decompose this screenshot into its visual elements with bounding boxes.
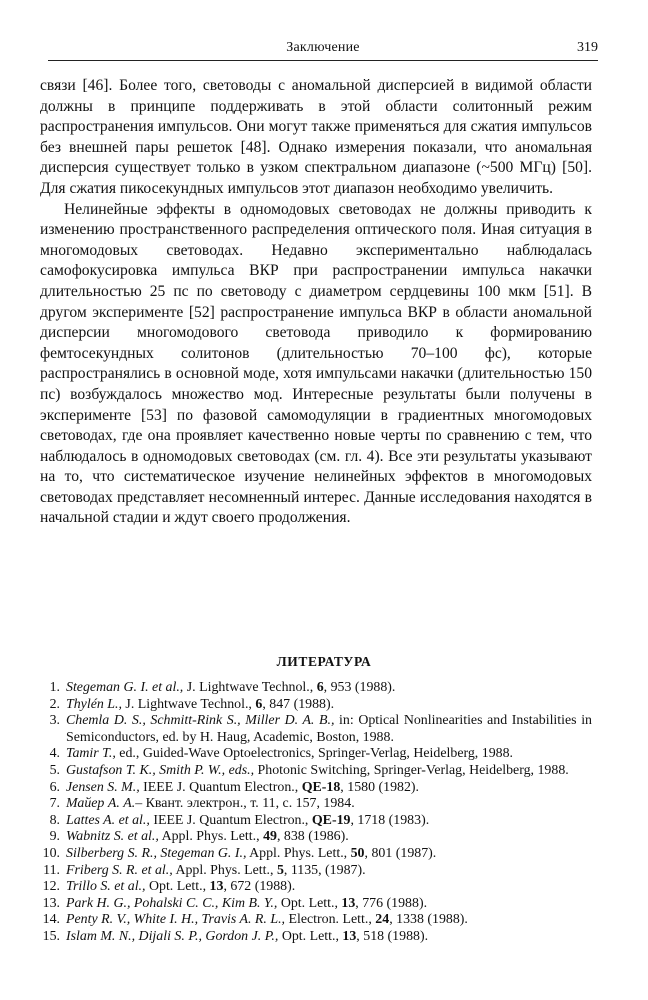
reference-authors: Friberg S. R. et al., (66, 862, 173, 878)
reference-item (40, 863, 592, 880)
reference-volume: QE-18 (301, 779, 341, 795)
reference-volume: 6 (255, 696, 263, 712)
reference-item (40, 879, 592, 896)
reference-volume: QE-19 (311, 812, 351, 828)
reference-source: IEEE J. Quantum Electron., (149, 812, 312, 828)
reference-source: in: Optical Nonlinearities and Instabilities in Semiconductors, ed. by H. Haug, Academic, Boston, 1988. (66, 713, 592, 745)
reference-source: IEEE J. Quantum Electron., (139, 779, 302, 795)
reference-authors: Chemla D. S., Schmitt-Rink S., Miller D. A. B., (66, 713, 335, 729)
reference-pages: , 847 (1988). (262, 696, 335, 712)
reference-number: 12. (42, 879, 60, 895)
reference-source: Appl. Phys. Lett., (172, 862, 277, 878)
reference-volume: 49 (263, 829, 277, 845)
reference-number: 4. (49, 746, 60, 762)
reference-item (40, 896, 592, 913)
reference-source: J. Lightwave Technol., (183, 680, 317, 695)
reference-authors: Gustafson T. K., Smith P. W., eds., (66, 762, 255, 778)
reference-authors: Майер А. А. (66, 796, 136, 812)
reference-authors: Tamir T., (66, 746, 116, 762)
reference-pages: , 801 (1987). (364, 845, 437, 861)
reference-authors: Islam M. N., Dijali S. P., Gordon J. P., (66, 928, 279, 944)
reference-number: 9. (49, 829, 60, 845)
reference-item (40, 713, 592, 746)
reference-item (40, 912, 592, 929)
reference-source: – Квант. электрон., т. 11, с. 157, 1984. (135, 796, 355, 812)
reference-item (40, 846, 592, 863)
reference-source: J. Lightwave Technol., (121, 696, 256, 712)
reference-volume: 13 (341, 895, 356, 911)
running-header (48, 38, 598, 61)
reference-authors: Wabnitz S. et al., (66, 829, 159, 845)
reference-source: Opt. Lett., (145, 879, 210, 895)
reference-pages: , 953 (1988). (323, 680, 396, 695)
reference-number: 1. (49, 680, 60, 695)
references-heading: ЛИТЕРАТУРА (276, 654, 372, 669)
reference-volume: 24 (375, 912, 390, 928)
reference-pages: , 1718 (1983). (350, 812, 430, 828)
reference-number: 3. (49, 713, 60, 729)
reference-item (40, 813, 592, 830)
reference-volume: 5 (276, 862, 284, 878)
reference-pages: , 672 (1988). (223, 879, 296, 895)
reference-number: 8. (49, 812, 60, 828)
reference-number: 13. (42, 895, 60, 911)
reference-volume: 13 (342, 928, 357, 944)
reference-source: Electron. Lett., (285, 912, 376, 928)
reference-pages: , 838 (1986). (276, 829, 349, 845)
reference-item (40, 763, 592, 780)
reference-item (40, 780, 592, 797)
chapter-title: Заключение (286, 40, 360, 55)
reference-authors: Trillo S. et al., (66, 879, 146, 895)
reference-item (40, 697, 592, 714)
reference-source: ed., Guided-Wave Optoelectronics, Springer-Verlag, Heidelberg, 1988. (115, 746, 514, 762)
reference-volume: 13 (209, 879, 224, 895)
references-list (40, 680, 592, 946)
body-text (40, 76, 592, 529)
reference-pages: , 1135, (1987). (283, 862, 366, 878)
reference-authors: Thylén L., (66, 696, 122, 712)
reference-number: 5. (49, 762, 60, 778)
reference-number: 11. (43, 862, 60, 878)
reference-authors: Penty R. V., White I. H., Travis A. R. L., (66, 912, 286, 928)
reference-volume: 6 (316, 680, 324, 695)
reference-item (40, 829, 592, 846)
reference-source: Photonic Switching, Springer-Verlag, Heidelberg, 1988. (254, 762, 569, 778)
reference-number: 6. (49, 779, 60, 795)
reference-item (40, 746, 592, 763)
reference-pages: , 518 (1988). (356, 928, 429, 944)
reference-authors: Stegeman G. I. et al., (66, 680, 184, 695)
paragraph: Нелинейные эффекты в одномодовых световодах не должны приводить к изменению пространственного распределения оптического поля. Иная ситуация в многомодовых световодах. Недавно экспериментально наблюдалась самофокусировка импульса ВКР при распространении импульса накачки длительностью 25 пс по световоду с диаметром сердцевины 100 мкм [51]. В другом эксперименте [52] распространение импульса ВКР в области аномальной дисперсии многомодового световода приводило к формированию фемтосекундных солитонов (длительностью 70–100 фс), которые распространялись в основной моде, хотя импульсами накачки (длительностью 150 пс) возбуждалось множество мод. Интересные результаты были получены в эксперименте [53] по фазовой самомодуляции в градиентных многомодовых световодах, где она проявляет качественно новые черты по сравнению с тем, что наблюдалось в одномодовых световодах (см. гл. 4). Все эти результаты указывают на то, что систематическое изучение нелинейных эффектов в многомодовых световодах представляет несомненный интерес. Данные исследования находятся в начальной стадии и ждут своего продолжения. (40, 200, 592, 527)
reference-number: 15. (42, 928, 60, 944)
page-number: 319 (577, 40, 598, 55)
reference-number: 14. (42, 912, 60, 928)
reference-pages: , 1580 (1982). (340, 779, 420, 795)
reference-source: Appl. Phys. Lett., (158, 829, 264, 845)
reference-authors: Jensen S. M., (66, 779, 140, 795)
reference-number: 2. (49, 696, 60, 712)
reference-pages: , 776 (1988). (355, 895, 428, 911)
reference-number: 7. (49, 796, 60, 812)
reference-number: 10. (42, 845, 60, 861)
reference-authors: Lattes A. et al., (66, 812, 150, 828)
reference-source: Opt. Lett., (277, 895, 342, 911)
reference-volume: 50 (350, 845, 365, 861)
reference-source: Appl. Phys. Lett., (246, 845, 351, 861)
reference-item (40, 680, 592, 697)
reference-item (40, 929, 592, 946)
reference-authors: Park H. G., Pohalski C. C., Kim B. Y., (66, 895, 278, 911)
reference-pages: , 1338 (1988). (389, 912, 468, 928)
reference-authors: Silberberg S. R., Stegeman G. I., (66, 845, 247, 861)
reference-item (40, 796, 592, 813)
reference-source: Opt. Lett., (278, 928, 343, 944)
paragraph: связи [46]. Более того, световоды с аномальной дисперсией в видимой области должны в принципе поддерживать в этой области солитонный режим распространения импульсов. Они могут также применяться для сжатия импульсов без внешней пары решеток [48]. Однако измерения показали, что аномальная дисперсия существует только в узком спектральном диапазоне (~500 МГц) [50]. Для сжатия пикосекундных импульсов этот диапазон необходимо увеличить. (40, 77, 592, 197)
